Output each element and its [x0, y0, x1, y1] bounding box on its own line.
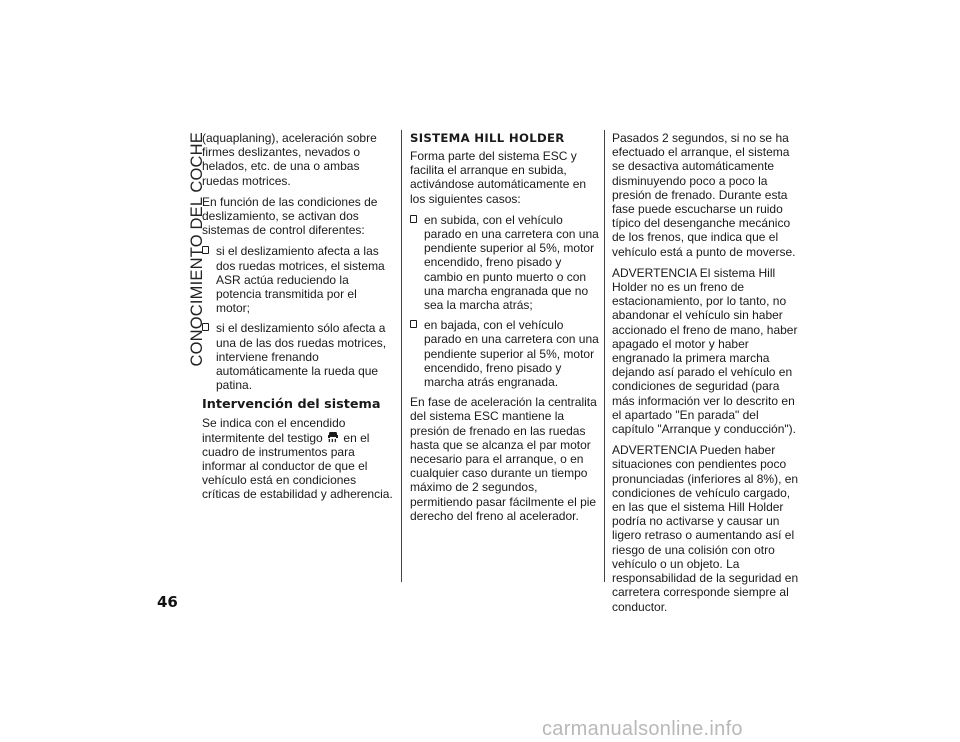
col1-paragraph-3 — [202, 416, 394, 501]
section-heading-intervencion: Intervención del sistema — [202, 397, 381, 413]
checkbox-bullet-icon — [410, 215, 417, 223]
col3-warning-2: ADVERTENCIA Pueden haber situaciones con pendientes poco pronunciadas (inferiores al 8%), en condiciones de vehículo cargado, en las que el sistema Hill Holder podría no activarse y causar un ligero retraso o aumentando así el riesgo de una colisión con otro vehículo o un objeto. La responsabilidad de la seguridad en carretera corresponde siempre al conductor. — [612, 443, 799, 614]
col3-paragraph-1: Pasados 2 segundos, si no se ha efectuado el arranque, el sistema se desactiva automáticamente disminuyendo poco a poco la presión de frenado. Durante esta fase puede escucharse un ruido típico del desenganche mecánico de los frenos, que indica que el vehículo está a punto de moverse. — [612, 131, 796, 259]
list-item — [202, 321, 394, 392]
checkbox-bullet-icon — [202, 246, 209, 254]
column-2 — [410, 131, 600, 530]
list-item-text: en bajada, con el vehículo parado en una carretera con una pendiente superior al 5%, motor encendido, freno pisado y marcha atrás engranada. — [424, 318, 599, 390]
watermark: carmanualsonline.info — [542, 718, 743, 740]
col1-paragraph-3-start: Se indica con el encendido intermitente del testigo — [202, 416, 346, 445]
list-item — [410, 213, 600, 312]
column-divider-1 — [401, 130, 402, 582]
checkbox-bullet-icon — [202, 323, 209, 331]
column-divider-2 — [604, 130, 605, 582]
col1-paragraph-1: (aquaplaning), aceleración sobre firmes deslizantes, nevados o helados, etc. de una o ambas ruedas motrices. — [202, 131, 377, 188]
list-item — [202, 244, 394, 315]
col3-warning-1: ADVERTENCIA El sistema Hill Holder no es un freno de estacionamiento, por lo tanto, no abandonar el vehículo sin haber accionado el freno de mano, haber apagado el motor y haber engranado la primera marcha dejando así parado el vehículo en condiciones de seguridad (para más información ver lo descrito en el apartado "En parada" del capítulo "Arranque y conducción"). — [612, 265, 798, 437]
column-1 — [202, 131, 394, 509]
col2-paragraph-2: En fase de aceleración la centralita del sistema ESC mantiene la presión de frenado en las ruedas hasta que se alcanza el par motor necesario para el arranque, o en cualquier caso durante un tiempo máximo de 2 segundos, permitiendo pasar fácilmente el pie derecho del freno al acelerador. — [410, 395, 597, 523]
col2-paragraph-1: Forma parte del sistema ESC y facilita el arranque en subida, activándose automáticamente en los siguientes casos: — [410, 149, 587, 206]
column-3 — [612, 131, 802, 621]
col1-paragraph-3-end: en el cuadro de instrumentos para informar al conductor de que el vehículo está en condiciones críticas de estabilidad y adherencia. — [202, 430, 393, 502]
list-item-text: si el deslizamiento afecta a las dos ruedas motrices, el sistema ASR actúa reduciendo la potencia transmitida por el motor; — [216, 244, 385, 316]
page-number: 46 — [157, 593, 178, 611]
skid-warning-icon — [327, 431, 339, 444]
list-item-text: en subida, con el vehículo parado en una carretera con una pendiente superior al 5%, motor encendido, freno pisado y cambio en punto muerto o con una marcha engranada que no sea la marcha atrás; — [424, 212, 599, 313]
list-item-text: si el deslizamiento sólo afecta a una de las dos ruedas motrices, interviene frenando automáticamente la rueda que patina. — [216, 321, 387, 393]
section-heading-hill-holder: SISTEMA HILL HOLDER — [410, 131, 565, 145]
chapter-side-label: CONOCIMIENTO DEL COCHE — [188, 132, 206, 367]
col1-paragraph-2: En función de las condiciones de deslizamiento, se activan dos sistemas de control diferentes: — [202, 194, 378, 238]
checkbox-bullet-icon — [410, 320, 417, 328]
list-item — [410, 318, 600, 389]
